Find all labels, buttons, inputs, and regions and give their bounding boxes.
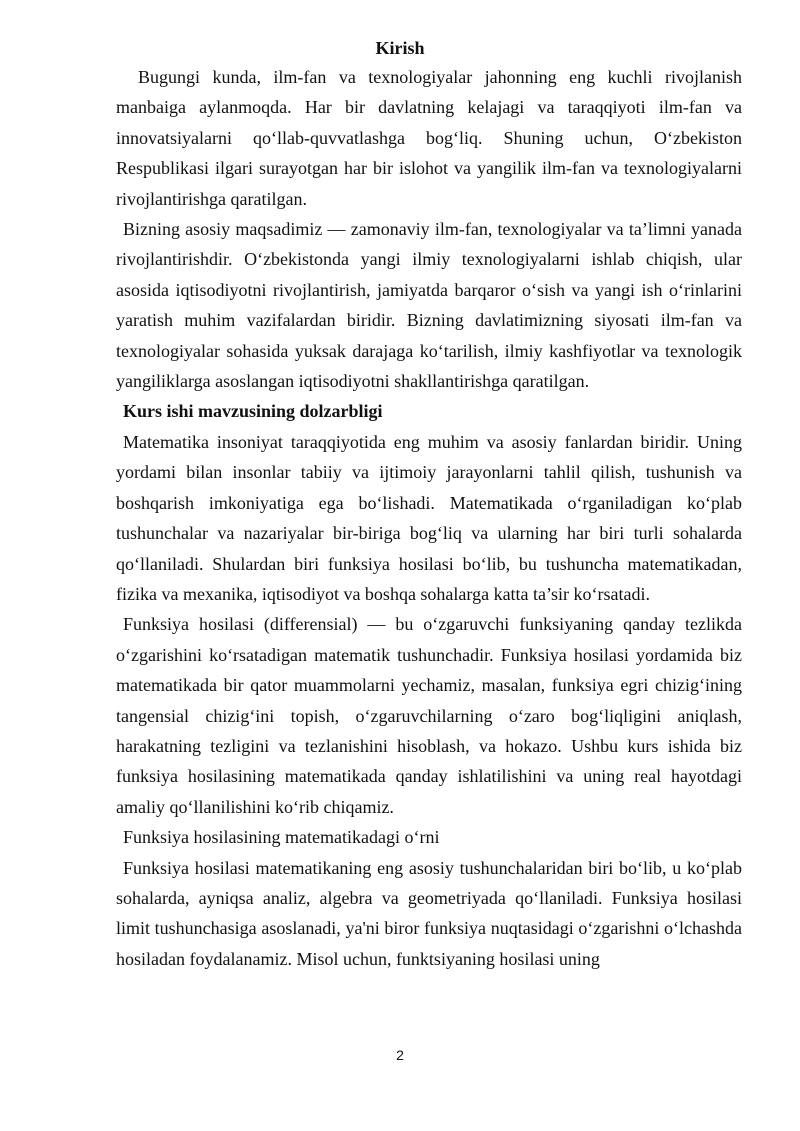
final-paragraph: Funksiya hosilasi matematikaning eng asosiy tushunchalaridan biri bo‘lib, u ko‘plab sohalarda, ayniqsa analiz, algebra va geometriyada qo‘llaniladi. Funksiya hosilasi limit tushunchasiga asoslanadi, ya'ni biror funksiya nuqtasidagi o‘zgarishni o‘lchashda hosiladan foydalanamiz. Misol uchun, funktsiyaning hosilasi uning xyxy=(116,857,742,969)
subheading: Funksiya hosilasining matematikadagi o‘rni xyxy=(123,827,440,848)
section-heading: Kurs ishi mavzusining dolzarbligi xyxy=(123,401,383,422)
page-number: 2 xyxy=(396,1047,404,1063)
section-paragraph-2: Funksiya hosilasi (differensial) — bu o‘zgaruvchi funksiyaning qanday tezlikda o‘zgarishini ko‘rsatadigan matematik tushunchadir. Funksiya hosilasi yordamida biz matematikada bir qator muammolarni yechamiz, masalan, funksiya egri chizig‘ining tangensial chizig‘ini topish, o‘zgaruvchilarning o‘zaro bog‘liqligini aniqlash, harakatning tezligini va tezlanishini hisoblash, va hokazo. Ushbu kurs ishida biz funksiya hosilasining matematikada qanday ishlatilishini va uning real hayotdagi amaliy qo‘llanilishini ko‘rib chiqamiz. xyxy=(116,614,742,817)
intro-paragraph-1: Bugungi kunda, ilm-fan va texnologiyalar jahonning eng kuchli rivojlanish manbaiga aylanmoqda. Har bir davlatning kelajagi va taraqqiyoti ilm-fan va innovatsiyalarni qo‘llab-quvvatlashga bog‘liq. Shuning uchun, O‘zbekiston Respublikasi ilgari surayotgan har bir islohot va yangilik ilm-fan va texnologiyalarni rivojlantirishga qaratilgan. xyxy=(116,67,742,209)
body-text xyxy=(116,62,742,974)
page-title: Kirish xyxy=(375,38,425,58)
section-paragraph-1: Matematika insoniyat taraqqiyotida eng muhim va asosiy fanlardan biridir. Uning yordami bilan insonlar tabiiy va ijtimoiy jarayonlarni tahlil qilish, tushunish va boshqarish imkoniyatiga ega bo‘lishadi. Matematikada o‘rganiladigan ko‘plab tushunchalar va nazariyalar bir-biriga bog‘liq va ularning har biri turli sohalarda qo‘llaniladi. Shulardan biri funksiya hosilasi bo‘lib, bu tushuncha matematikadan, fizika va mexanika, iqtisodiyot va boshqa sohalarga katta ta’sir ko‘rsatadi. xyxy=(116,431,742,604)
intro-paragraph-2: Bizning asosiy maqsadimiz — zamonaviy ilm-fan, texnologiyalar va ta’limni yanada rivojlantirishdir. O‘zbekistonda yangi ilmiy texnologiyalarni ishlab chiqish, ular asosida iqtisodiyotni rivojlantirish, jamiyatda barqaror o‘sish va yangi ish o‘rinlarini yaratish muhim vazifalardan biridir. Bizning davlatimizning siyosati ilm-fan va texnologiyalar sohasida yuksak darajaga ko‘tarilish, ilmiy kashfiyotlar va texnologik yangiliklarga asoslangan iqtisodiyotni shakllantirishga qaratilgan. xyxy=(116,219,742,392)
